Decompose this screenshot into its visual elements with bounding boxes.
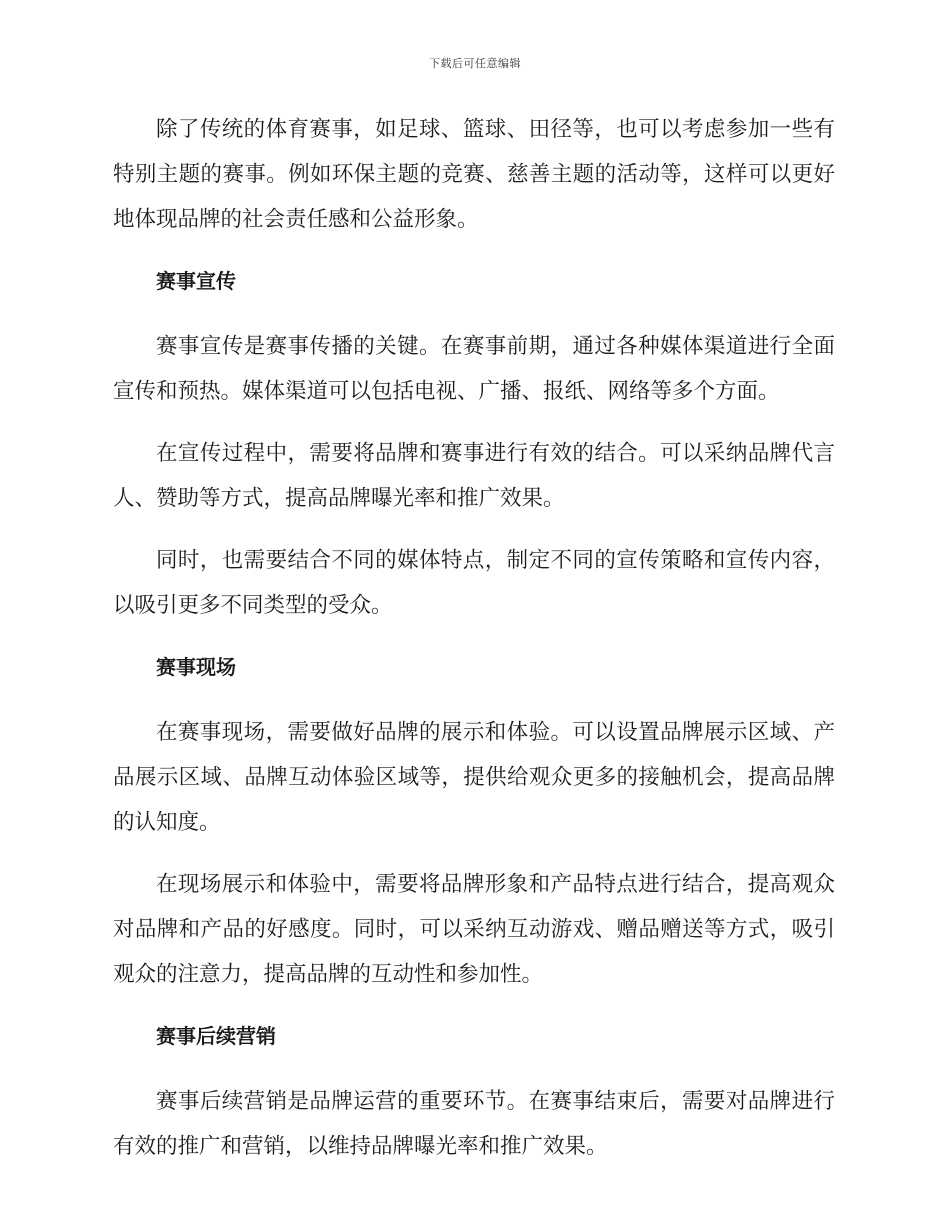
paragraph-post-event-marketing: 赛事后续营销是品牌运营的重要环节。在赛事结束后，需要对品牌进行有效的推广和营销，以维持品牌曝光率和推广效果。 [113,1089,835,1159]
paragraph-media-strategy: 同时，也需要结合不同的媒体特点，制定不同的宣传策略和宣传内容，以吸引更多不同类型的受众。 [113,548,835,618]
paragraph-venue-experience: 在现场展示和体验中，需要将品牌形象和产品特点进行结合，提高观众对品牌和产品的好感度。同时，可以采纳互动游戏、赠品赠送等方式，吸引观众的注意力，提高品牌的互动性和参加性。 [113,872,835,987]
heading-event-promotion: 赛事宣传 [156,269,236,293]
paragraph-venue-display: 在赛事现场，需要做好品牌的展示和体验。可以设置品牌展示区域、产品展示区域、品牌互动体验区域等，提供给观众更多的接触机会，提高品牌的认知度。 [113,720,835,835]
heading-post-event-marketing: 赛事后续营销 [156,1024,276,1048]
document-body [113,107,835,1186]
paragraph-special-themed-events: 除了传统的体育赛事，如足球、篮球、田径等，也可以考虑参加一些有特别主题的赛事。例如环保主题的竞赛、慈善主题的活动等，这样可以更好地体现品牌的社会责任感和公益形象。 [113,117,835,232]
heading-event-venue: 赛事现场 [156,655,236,679]
paragraph-promotion-key: 赛事宣传是赛事传播的关键。在赛事前期，通过各种媒体渠道进行全面宣传和预热。媒体渠道可以包括电视、广播、报纸、网络等多个方面。 [113,334,835,404]
paragraph-brand-event-combination: 在宣传过程中，需要将品牌和赛事进行有效的结合。可以采纳品牌代言人、赞助等方式，提高品牌曝光率和推广效果。 [113,441,835,511]
page-header: 下载后可任意编辑 [429,57,521,70]
